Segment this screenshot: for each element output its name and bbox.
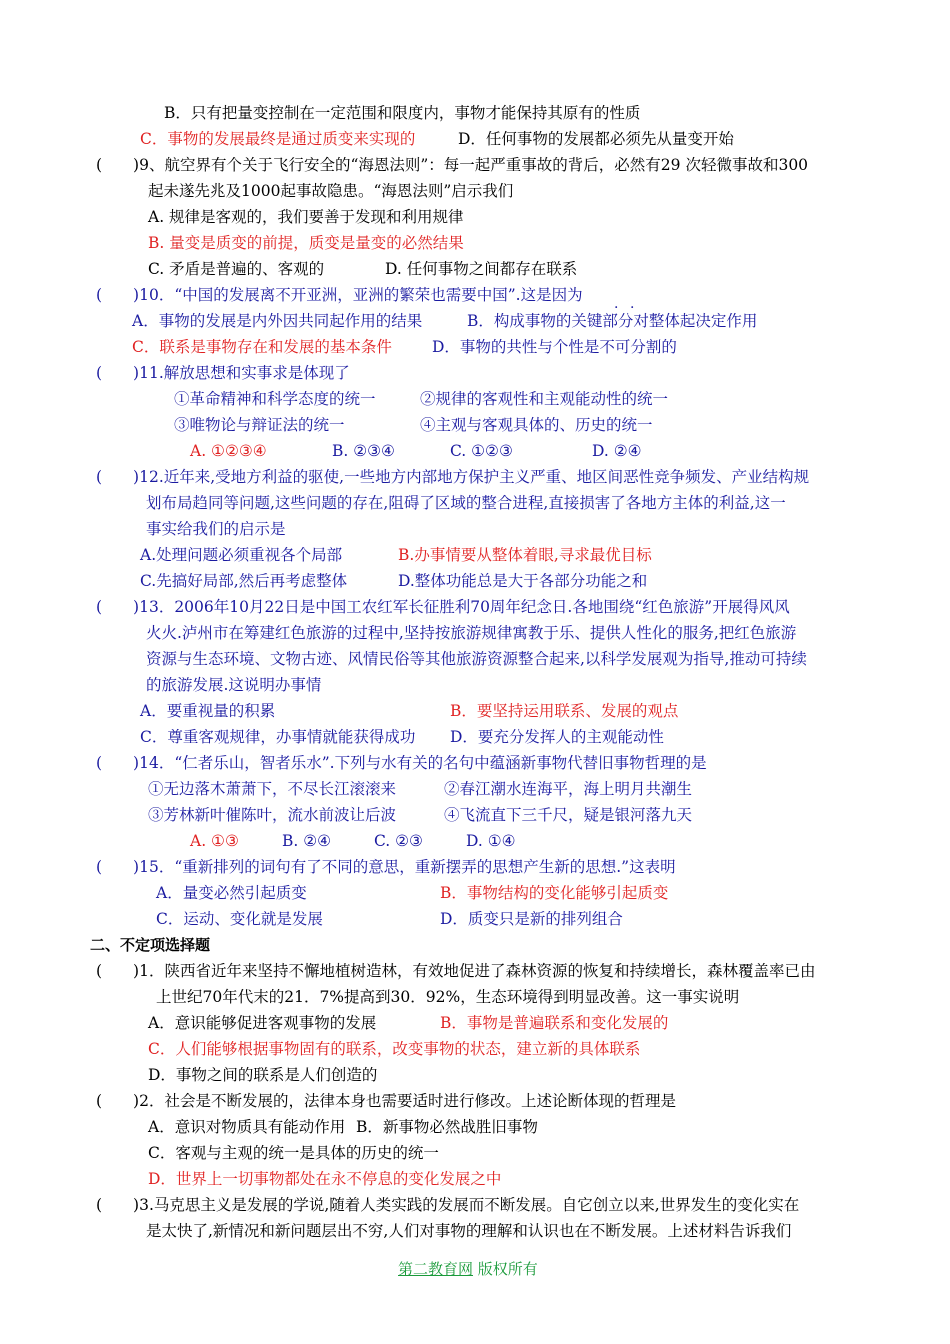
question-9-option-a: A. 规律是客观的，我们要善于发现和利用规律	[148, 208, 464, 226]
question-9-stem: ( )9、航空界有个关于飞行安全的“海恩法则”：每一起严重事故的背后，必然有29 次轻微事故和300	[96, 156, 809, 174]
multi-question-1-stem: ( )1．陕西省近年来坚持不懈地植树造林，有效地促进了森林资源的恢复和持续增长，森林覆盖率已由	[96, 962, 816, 980]
question-11-item-1: ①革命精神和科学态度的统一	[174, 390, 376, 408]
option-line: C．事物的发展最终是通过质变来实现的	[140, 130, 416, 148]
question-13-stem-cont: 的旅游发展.这说明办事情	[146, 676, 322, 694]
question-14-option-c: C. ②③	[374, 832, 423, 850]
question-14-item-4: ④飞流直下三千尺，疑是银河落九天	[444, 806, 693, 824]
option-line: B．只有把量变控制在一定范围和限度内，事物才能保持其原有的性质	[164, 104, 641, 122]
question-14-stem: ( )14．“仁者乐山，智者乐水”.下列与水有关的名句中蕴涵新事物代替旧事物哲理的是	[96, 754, 707, 772]
question-11-option-b: B. ②③④	[332, 442, 395, 460]
question-13-stem-cont: 火火.泸州市在筹建红色旅游的过程中,坚持按旅游规律寓教于乐、提供人性化的服务,把红色旅游	[146, 624, 797, 642]
question-12-option-d: D.整体功能总是大于各部分功能之和	[398, 572, 648, 590]
question-15-option-d: D．质变只是新的排列组合	[440, 910, 623, 928]
question-12-option-b: B.办事情要从整体着眼,寻求最优目标	[398, 546, 652, 564]
question-10-option-a: A．事物的发展是内外因共同起作用的结果	[132, 312, 423, 330]
multi-question-2-option-d: D．世界上一切事物都处在永不停息的变化发展之中	[148, 1170, 502, 1188]
multi-question-1-stem-cont: 上世纪70年代末的21．7%提高到30．92%，生态环境得到明显改善。这一事实说明	[156, 988, 740, 1006]
multi-question-2-option-c: C．客观与主观的统一是具体的历史的统一	[148, 1144, 439, 1162]
question-13-stem-cont: 资源与生态环境、文物古迹、风情民俗等其他旅游资源整合起来,以科学发展观为指导,推动可持续	[146, 650, 807, 668]
footer-copyright: 版权所有	[473, 1260, 538, 1278]
question-11-item-2: ②规律的客观性和主观能动性的统一	[420, 390, 669, 408]
multi-question-2-option-b: B．新事物必然战胜旧事物	[356, 1118, 538, 1136]
option-line: D．任何事物的发展都必须先从量变开始	[458, 130, 734, 148]
question-9-option-b: B. 量变是质变的前提，质变是量变的必然结果	[148, 234, 464, 252]
question-13-option-b: B．要坚持运用联系、发展的观点	[450, 702, 679, 720]
question-9-option-c: C. 矛盾是普遍的、客观的	[148, 260, 325, 278]
multi-question-1-option-d: D．事物之间的联系是人们创造的	[148, 1066, 378, 1084]
question-12-option-a: A.处理问题必须重视各个局部	[140, 546, 343, 564]
question-12-stem-cont: 事实给我们的启示是	[146, 520, 286, 538]
question-10-option-d: D．事物的共性与个性是不可分割的	[432, 338, 677, 356]
question-10-stem: ( )10．“中国的发展离不开亚洲，亚洲的繁荣也需要中国”.这是因为	[96, 286, 583, 304]
question-14-option-d: D. ①④	[466, 832, 516, 850]
question-11-item-4: ④主观与客观具体的、历史的统一	[420, 416, 653, 434]
question-15-stem: ( )15．“重新排列的词句有了不同的意思，重新摆弄的思想产生新的思想.”这表明	[96, 858, 676, 876]
question-13-option-d: D．要充分发挥人的主观能动性	[450, 728, 664, 746]
question-14-item-3: ③芳林新叶催陈叶，流水前波让后波	[148, 806, 397, 824]
question-9-stem-cont: 起未遂先兆及1000起事故隐患。“海恩法则”启示我们	[148, 182, 514, 200]
question-11-option-a: A. ①②③④	[190, 442, 267, 460]
multi-question-3-stem-cont: 是太快了,新情况和新问题层出不穷,人们对事物的理解和认识也在不断发展。上述材料告诉我们	[146, 1222, 792, 1240]
question-12-option-c: C.先搞好局部,然后再考虑整体	[140, 572, 348, 590]
emphasis-dot: ·	[614, 300, 619, 316]
multi-question-3-stem: ( )3.马克思主义是发展的学说,随着人类实践的发展而不断发展。自它创立以来,世界发生的变化实在	[96, 1196, 800, 1214]
question-11-stem: ( )11.解放思想和实事求是体现了	[96, 364, 350, 382]
question-15-option-a: A．量变必然引起质变	[156, 884, 307, 902]
question-14-item-2: ②春江潮水连海平，海上明月共潮生	[444, 780, 693, 798]
question-13-option-c: C．尊重客观规律，办事情就能获得成功	[140, 728, 416, 746]
question-15-option-c: C．运动、变化就是发展	[156, 910, 323, 928]
question-15-option-b: B．事物结构的变化能够引起质变	[440, 884, 669, 902]
question-10-option-b: B．构成事物的关键部分对整体起决定作用	[467, 312, 758, 330]
multi-question-2-option-a: A．意识对物质具有能动作用	[148, 1118, 346, 1136]
multi-question-1-option-a: A．意识能够促进客观事物的发展	[148, 1014, 377, 1032]
multi-question-1-option-b: B．事物是普遍联系和变化发展的	[440, 1014, 669, 1032]
question-12-stem: ( )12.近年来,受地方利益的驱使,一些地方内部地方保护主义严重、地区间恶性竞争频发、产业结构规	[96, 468, 810, 486]
question-14-option-b: B. ②④	[282, 832, 332, 850]
question-13-option-a: A．要重视量的积累	[140, 702, 276, 720]
question-12-stem-cont: 划布局趋同等问题,这些问题的存在,阻碍了区域的整合进程,直接损害了各地方主体的利益,这一	[146, 494, 786, 512]
question-10-option-c: C．联系是事物存在和发展的基本条件	[132, 338, 392, 356]
question-11-item-3: ③唯物论与辩证法的统一	[174, 416, 345, 434]
multi-question-2-stem: ( )2．社会是不断发展的，法律本身也需要适时进行修改。上述论断体现的哲理是	[96, 1092, 676, 1110]
question-11-option-c: C. ①②③	[450, 442, 513, 460]
page-footer	[398, 1259, 538, 1279]
question-13-stem: ( )13．2006年10月22日是中国工农红军长征胜利70周年纪念日.各地围绕“红色旅游”开展得风风	[96, 598, 790, 616]
section-heading: 二、不定项选择题	[90, 936, 211, 954]
multi-question-1-option-c: C．人们能够根据事物固有的联系，改变事物的状态，建立新的具体联系	[148, 1040, 641, 1058]
emphasis-dot: ·	[630, 300, 635, 316]
question-11-option-d: D. ②④	[592, 442, 642, 460]
question-9-option-d: D. 任何事物之间都存在联系	[385, 260, 578, 278]
question-14-item-1: ①无边落木萧萧下，不尽长江滚滚来	[148, 780, 397, 798]
footer-link[interactable]: 第二教育网	[398, 1260, 474, 1278]
question-14-option-a: A. ①③	[190, 832, 239, 850]
